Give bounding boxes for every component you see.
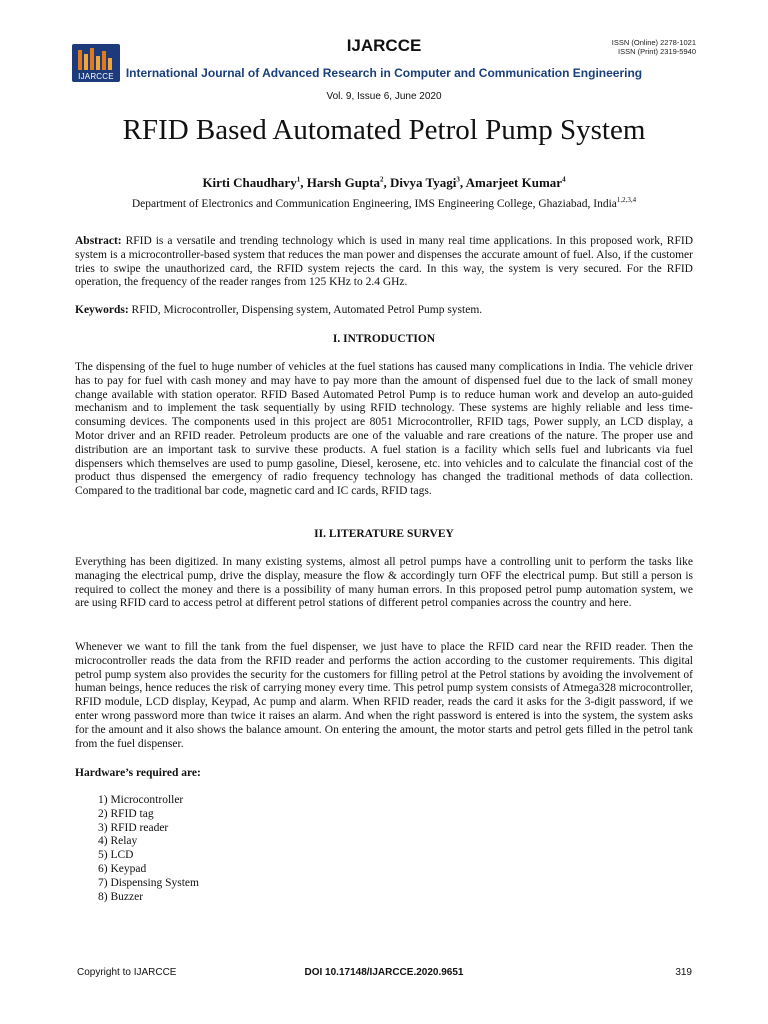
author-affiliation-mark: 3: [456, 175, 460, 184]
footer-copyright: Copyright to IJARCCE: [77, 967, 177, 978]
author-name: Kirti Chaudhary: [202, 175, 297, 190]
hardware-list: [98, 794, 398, 904]
issn-online: ISSN (Online) 2278-1021: [611, 38, 696, 47]
literature-survey-paragraph-2: Whenever we want to fill the tank from the fuel dispenser, we just have to place the RFID card near the RFID reader. Then the microcontroller reads the data from the RFID reader and performs the action according to the customer requirements. This digital petrol pump system also provides the security for the customers for filling petrol at the Petrol stations by avoiding the involvement of human beings, hence reduces the risk of carrying money every time. This petrol pump system consists of Atmega328 microcontroller, RFID module, LCD display, Keypad, Ac pump and alarm. When RFID reader, reads the card it asks for the 3-digit password, if we enter wrong password more than twice it raises an alarm. And when the right password is entered is into the system, the system asks for the amount and it also shows the balance amount. On entering the amount, the motor starts and petrol gets filled in the petrol tank from the fuel dispenser.: [75, 641, 693, 750]
list-item: 2) RFID tag: [98, 807, 154, 820]
list-item: 6) Keypad: [98, 862, 147, 875]
author-affiliation-mark: 4: [562, 175, 566, 184]
author-affiliation-mark: 2: [380, 175, 384, 184]
list-item: 5) LCD: [98, 849, 134, 862]
introduction-paragraph: The dispensing of the fuel to huge number of vehicles at the fuel stations has caused many complications in India. The vehicle driver has to pay for fuel with cash money and may have to pay more than the amount of dispensed fuel due to the lack of small money change available with station operator. RFID Based Automated Petrol Pump is to reduce human work and develop an auto-guided mechanism and to implement the task sequentially by using RFID technology. These systems are highly reliable and less time-consuming devices. The components used in this project are 8051 Microcontroller, RFID tags, Power supply, an LCD display, a Motor driver and an RFID reader. Petroleum products are one of the valuable and rare creations of the nature. The proper use and distribution are an important task to survive these products. A fuel station is a facility which sells fuel and lubricants via fuel dispensers which themselves are used to pump gasoline, Diesel, kerosene, etc. into vehicles and to calculate the financial cost of the product thus dispensed the emergency of radio frequency technology has changed the traditional methods of data collection. Compared to the traditional bar code, magnetic card and IC cards, RFID tags.: [75, 361, 693, 498]
author-list: Kirti Chaudhary$^1$, Harsh Gupta$^2$, Divya Tyagi$^3$, Amarjeet Kumar$^4$: [202, 175, 566, 190]
journal-short-name: IJARCCE: [346, 36, 422, 55]
list-item: 1) Microcontroller: [98, 794, 184, 806]
volume-issue: Vol. 9, Issue 6, June 2020: [326, 91, 442, 102]
abstract-label: Abstract:: [75, 235, 122, 247]
paper-title: RFID Based Automated Petrol Pump System: [122, 114, 646, 146]
logo-text: IJARCCE: [78, 72, 114, 81]
abstract-text: RFID is a versatile and trending technology which is used in many real time applications. In this proposed work, RFID system is a microcontroller-based system that reduces the man power and dispenses the accurate amount of fuel. Also, if the customer tries to swipe the unauthorized card, the RFID system rejects the card. In this way, the system is very secured. For the RFID operation, the frequency of the reader ranges from 125 KHz to 2.4 GHz.: [75, 235, 694, 289]
issn-block: [612, 38, 696, 56]
keywords-label: Keywords:: [75, 304, 129, 316]
hardware-heading: Hardware’s required are:: [75, 767, 201, 779]
list-item: 3) RFID reader: [98, 821, 169, 834]
list-item: 7) Dispensing System: [98, 876, 199, 889]
department-affiliation-mark: 1,2,3,4: [616, 196, 637, 204]
author-name: Divya Tyagi: [390, 175, 457, 190]
list-item: 8) Buzzer: [98, 890, 144, 903]
keywords-paragraph: [75, 304, 693, 318]
department-name: Department of Electronics and Communication Engineering, IMS Engineering College, Ghaziabad, India: [131, 197, 617, 210]
journal-full-name: International Journal of Advanced Research in Computer and Communication Engineering: [125, 66, 643, 80]
footer-doi: DOI 10.17148/IJARCCE.2020.9651: [304, 967, 464, 978]
affiliation: [0, 196, 768, 210]
issn-print: ISSN (Print) 2319-5940: [618, 47, 696, 56]
author-affiliation-mark: 1: [296, 175, 301, 184]
abstract-paragraph: [75, 235, 693, 290]
list-item: 4) Relay: [98, 835, 138, 848]
keywords-text: RFID, Microcontroller, Dispensing system, Automated Petrol Pump system.: [131, 304, 483, 316]
literature-survey-paragraph-1: Everything has been digitized. In many existing systems, almost all petrol pumps have a controlling unit to perform the tasks like managing the electrical pump, drive the display, measure the flow & accordingly turn OFF the electrical pump. But still a person is required to collect the money and there is a possibility of many human errors. In this proposed petrol pump automation system, we are using RFID card to access petrol at different petrol stations of different petrol companies across the country and here.: [75, 556, 693, 610]
footer-page-number: 319: [675, 967, 692, 978]
section-heading-literature-survey: II. LITERATURE SURVEY: [314, 528, 454, 540]
author-name: Harsh Gupta: [306, 175, 381, 190]
author-name: Amarjeet Kumar: [465, 175, 563, 190]
section-heading-introduction: I. INTRODUCTION: [332, 333, 436, 345]
